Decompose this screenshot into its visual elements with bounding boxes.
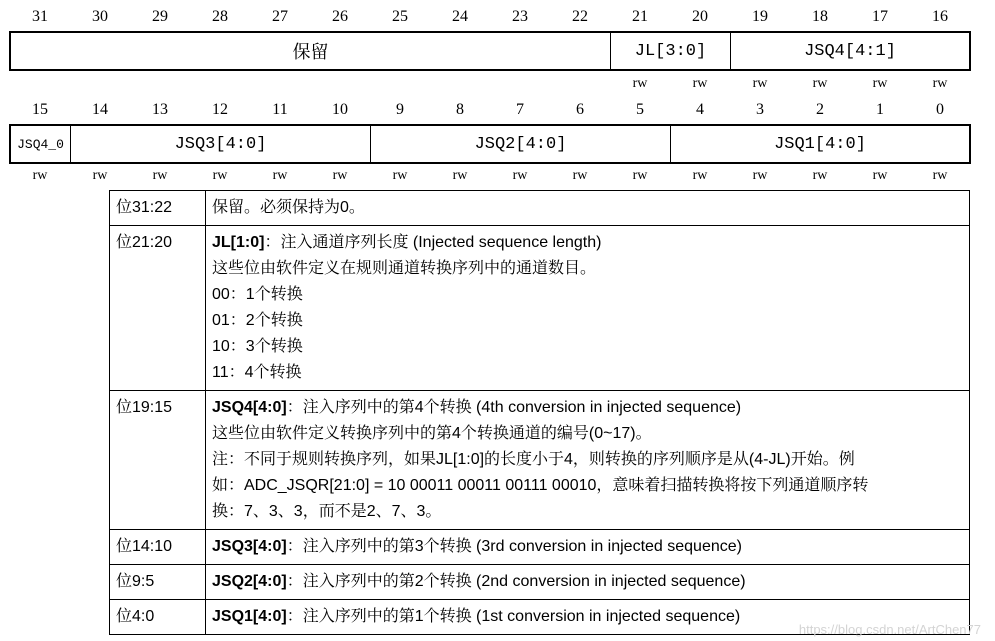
- bit-number: 21: [632, 8, 648, 25]
- bit-number: 15: [32, 101, 48, 118]
- bit-range: 位14:10: [110, 530, 206, 565]
- bit-description: [206, 565, 970, 600]
- bit-number: 3: [756, 101, 764, 118]
- access-rw: rw: [692, 168, 708, 183]
- bit-number: 7: [516, 101, 524, 118]
- field-jsq1: JSQ1[4:0]: [774, 134, 866, 154]
- description-line: 00：1个转换: [212, 286, 303, 303]
- bit-range: 位21:20: [110, 226, 206, 391]
- access-rw: rw: [392, 168, 408, 183]
- description-line: 11：4个转换: [212, 364, 302, 381]
- access-rw: rw: [32, 168, 48, 183]
- bit-number: 10: [332, 101, 348, 118]
- field-summary: ：注入序列中的第1个转换 (1st conversion in injected sequence): [286, 608, 741, 625]
- register-upper-half: [9, 31, 971, 71]
- bit-number: 19: [752, 8, 768, 25]
- description-line: 这些位由软件定义转换序列中的第4个转换通道的编号(0~17)。: [212, 425, 652, 442]
- table-row: [110, 530, 970, 565]
- bit-description: [206, 530, 970, 565]
- bit-number: 14: [92, 101, 108, 118]
- access-rw: rw: [632, 76, 648, 91]
- bit-number: 6: [576, 101, 584, 118]
- access-rw: rw: [452, 168, 468, 183]
- bit-range: 位4:0: [110, 600, 206, 635]
- bit-number: 1: [876, 101, 884, 118]
- field-name: JSQ1[4:0]: [212, 608, 287, 625]
- access-rw: rw: [692, 76, 708, 91]
- access-rw: rw: [512, 168, 528, 183]
- table-row: [110, 391, 970, 530]
- bit-number: 18: [812, 8, 828, 25]
- description-heading: [212, 534, 963, 560]
- description-line: 注：不同于规则转换序列，如果JL[1:0]的长度小于4，则转换的序列顺序是从(4-JL)开始。例: [212, 451, 855, 468]
- access-rw: rw: [572, 168, 588, 183]
- access-rw: rw: [752, 76, 768, 91]
- access-rw: rw: [752, 168, 768, 183]
- field-jsq3: JSQ3[4:0]: [71, 126, 371, 162]
- access-rw: rw: [872, 76, 888, 91]
- field-name: JL[1:0]: [212, 234, 265, 251]
- bit-description: [206, 226, 970, 391]
- bit-number: 30: [92, 8, 108, 25]
- bit-number: 23: [512, 8, 528, 25]
- table-row: [110, 191, 970, 226]
- field-name: JSQ4[4:0]: [212, 399, 287, 416]
- access-rw: rw: [272, 168, 288, 183]
- bit-number: 8: [456, 101, 464, 118]
- field-summary: ：注入序列中的第2个转换 (2nd conversion in injected sequence): [286, 573, 746, 590]
- bit-description: [206, 391, 970, 530]
- bit-number: 9: [396, 101, 404, 118]
- access-rw: rw: [152, 168, 168, 183]
- bit-description-table: [109, 190, 970, 635]
- description-line: 这些位由软件定义在规则通道转换序列中的通道数目。: [212, 260, 597, 277]
- field-reserved: 保留: [11, 33, 611, 69]
- watermark: https://blog.csdn.net/ArtChen77: [798, 622, 981, 637]
- field-jsq4-high: JSQ4[4:1]: [804, 41, 896, 61]
- description-line: 如：ADC_JSQR[21:0] = 10 00011 00011 00111 00010，意味着扫描转换将按下列通道顺序转: [212, 477, 869, 494]
- description-line: 换：7、3、3，而不是2、7、3。: [212, 503, 442, 520]
- description-line: 10：3个转换: [212, 338, 303, 355]
- access-rw: rw: [872, 168, 888, 183]
- field-jl: JL[3:0]: [611, 33, 731, 69]
- bit-number: 27: [272, 8, 288, 25]
- bit-number: 4: [696, 101, 704, 118]
- access-rw: rw: [92, 168, 108, 183]
- field-summary: ：注入通道序列长度 (Injected sequence length): [264, 234, 602, 251]
- field-jsq4-bit0: JSQ4_0: [11, 126, 71, 162]
- bit-range: 位9:5: [110, 565, 206, 600]
- bit-number: 13: [152, 101, 168, 118]
- access-rw: rw: [812, 76, 828, 91]
- access-rw: rw: [932, 76, 948, 91]
- table-row: [110, 565, 970, 600]
- access-rw: rw: [812, 168, 828, 183]
- register-lower-half: [9, 124, 971, 164]
- bit-number: 2: [816, 101, 824, 118]
- access-rw: rw: [332, 168, 348, 183]
- field-summary: ：注入序列中的第3个转换 (3rd conversion in injected sequence): [286, 538, 742, 555]
- access-rw: rw: [932, 168, 948, 183]
- field-name: JSQ3[4:0]: [212, 538, 287, 555]
- field-summary: ：注入序列中的第4个转换 (4th conversion in injected sequence): [286, 399, 742, 416]
- description-heading: [212, 230, 963, 256]
- table-row: [110, 226, 970, 391]
- field-name: JSQ2[4:0]: [212, 573, 287, 590]
- bit-number: 0: [936, 101, 944, 118]
- bit-number: 12: [212, 101, 228, 118]
- bit-number: 25: [392, 8, 408, 25]
- bit-number: 28: [212, 8, 228, 25]
- access-rw: rw: [212, 168, 228, 183]
- bit-range: 位31:22: [110, 191, 206, 226]
- field-jsq2: JSQ2[4:0]: [371, 126, 671, 162]
- bit-number: 17: [872, 8, 888, 25]
- bit-number: 16: [932, 8, 948, 25]
- bit-number: 24: [452, 8, 468, 25]
- bit-number: 11: [272, 101, 288, 118]
- bit-number: 29: [152, 8, 168, 25]
- bit-number: 26: [332, 8, 348, 25]
- access-rw: rw: [632, 168, 648, 183]
- description-line: 保留。必须保持为0。: [212, 199, 365, 216]
- bit-number: 20: [692, 8, 708, 25]
- bit-number: 31: [32, 8, 48, 25]
- bit-number: 5: [636, 101, 644, 118]
- bit-range: 位19:15: [110, 391, 206, 530]
- description-heading: [212, 395, 963, 421]
- bit-description: [206, 191, 970, 226]
- description-line: 01：2个转换: [212, 312, 303, 329]
- bit-number: 22: [572, 8, 588, 25]
- description-heading: [212, 569, 963, 595]
